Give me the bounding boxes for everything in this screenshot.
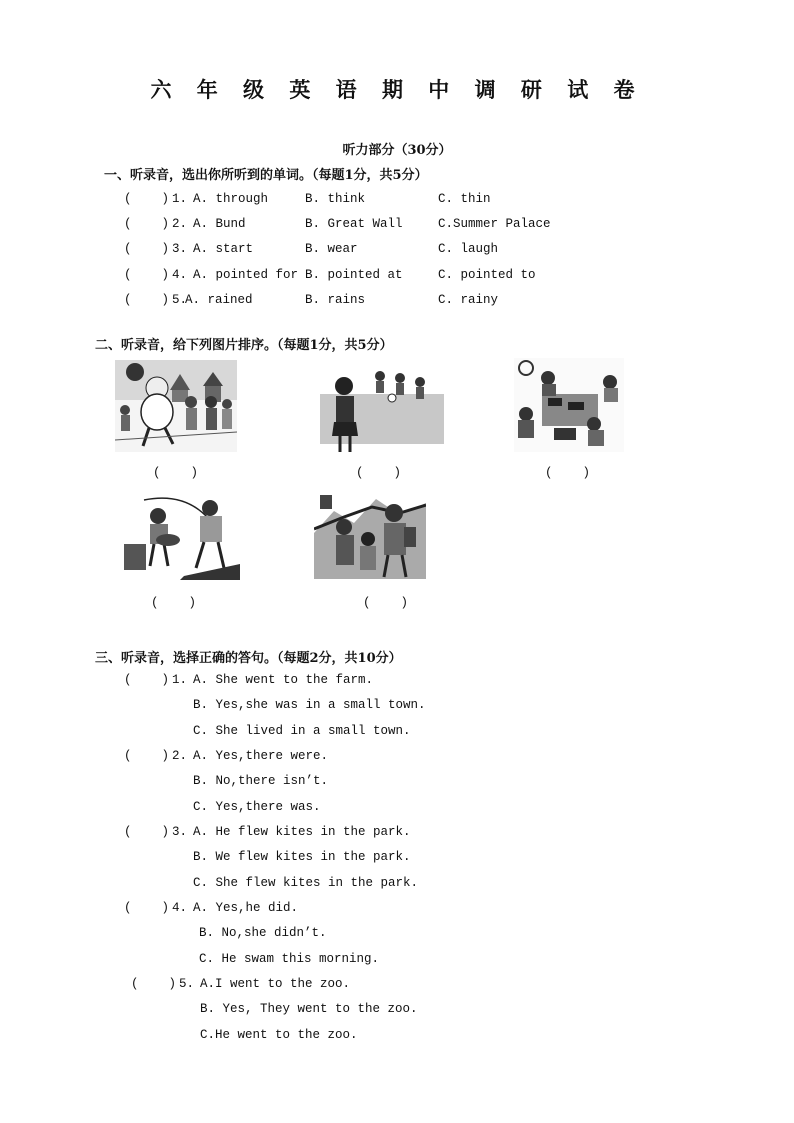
option-c: C. thin [438,192,491,206]
question-number: 3. [172,242,188,256]
option-c: C. She flew kites in the park. [193,876,419,890]
answer-blank[interactable]: ( ) [124,293,170,307]
children-playing-picture [320,366,444,454]
question-number: 5. [172,293,188,307]
option-b: B. Great Wall [305,217,403,231]
option-a: A. rained [185,293,253,307]
answer-blank[interactable]: ( ) [124,268,170,282]
answer-blank[interactable]: ( ) [124,825,170,839]
option-c: C. She lived in a small town. [193,724,411,738]
question-number: 2. [172,217,188,231]
option-a: A. Yes,there were. [193,749,329,763]
answer-blank[interactable]: ( ) [124,673,170,687]
option-b: B. Yes, They went to the zoo. [200,1002,418,1016]
answer-blank[interactable]: ( ) [124,749,170,763]
option-b: B. rains [305,293,366,307]
option-a: A. She went to the farm. [193,673,374,687]
option-b: B. wear [305,242,358,256]
option-b: B. No,there isn’t. [193,774,329,788]
answer-blank[interactable]: ( ) [131,977,177,991]
section1-heading: 一、听录音，选出你所听到的单词。（每题1分，共5分） [104,168,428,183]
option-b: B. No,she didn’t. [199,926,327,940]
option-c: C. rainy [438,293,499,307]
option-b: B. Yes,she was in a small town. [193,698,426,712]
picture-answer-blank[interactable]: ( ) [153,466,199,480]
option-c: C. laugh [438,242,499,256]
question-number: 2. [172,749,188,763]
option-a: A. through [193,192,269,206]
question-number: 1. [172,673,188,687]
option-c: C.He went to the zoo. [200,1028,358,1042]
picture-answer-blank[interactable]: ( ) [363,596,409,610]
question-number: 5. [179,977,195,991]
option-a: A. start [193,242,254,256]
option-b: B. We flew kites in the park. [193,850,411,864]
option-c: C. He swam this morning. [199,952,380,966]
option-a: A. pointed for [193,268,299,282]
listening-header: 听力部分（30分） [342,143,452,158]
answer-blank[interactable]: ( ) [124,192,170,206]
picture-answer-blank[interactable]: ( ) [151,596,197,610]
option-a: A. He flew kites in the park. [193,825,411,839]
page-title: 六 年 级 英 语 期 中 调 研 试 卷 [150,77,644,102]
question-number: 4. [172,901,188,915]
picnic-picture [514,358,624,452]
option-c: C. Yes,there was. [193,800,321,814]
parade-picture [115,360,237,452]
question-number: 4. [172,268,188,282]
great-wall-picture [314,493,426,579]
picture-answer-blank[interactable]: ( ) [356,466,402,480]
answer-blank[interactable]: ( ) [124,901,170,915]
picture-answer-blank[interactable]: ( ) [545,466,591,480]
option-b: B. pointed at [305,268,403,282]
option-a: A. Bund [193,217,246,231]
section2-heading: 二、听录音，给下列图片排序。（每题1分，共5分） [95,338,393,353]
answer-blank[interactable]: ( ) [124,242,170,256]
fishing-picture [124,494,240,580]
question-number: 3. [172,825,188,839]
question-number: 1. [172,192,188,206]
answer-blank[interactable]: ( ) [124,217,170,231]
option-c: C.Summer Palace [438,217,551,231]
option-b: B. think [305,192,366,206]
option-a: A.I went to the zoo. [200,977,351,991]
option-c: C. pointed to [438,268,536,282]
section3-heading: 三、听录音，选择正确的答句。（每题2分，共10分） [95,651,402,666]
option-a: A. Yes,he did. [193,901,299,915]
